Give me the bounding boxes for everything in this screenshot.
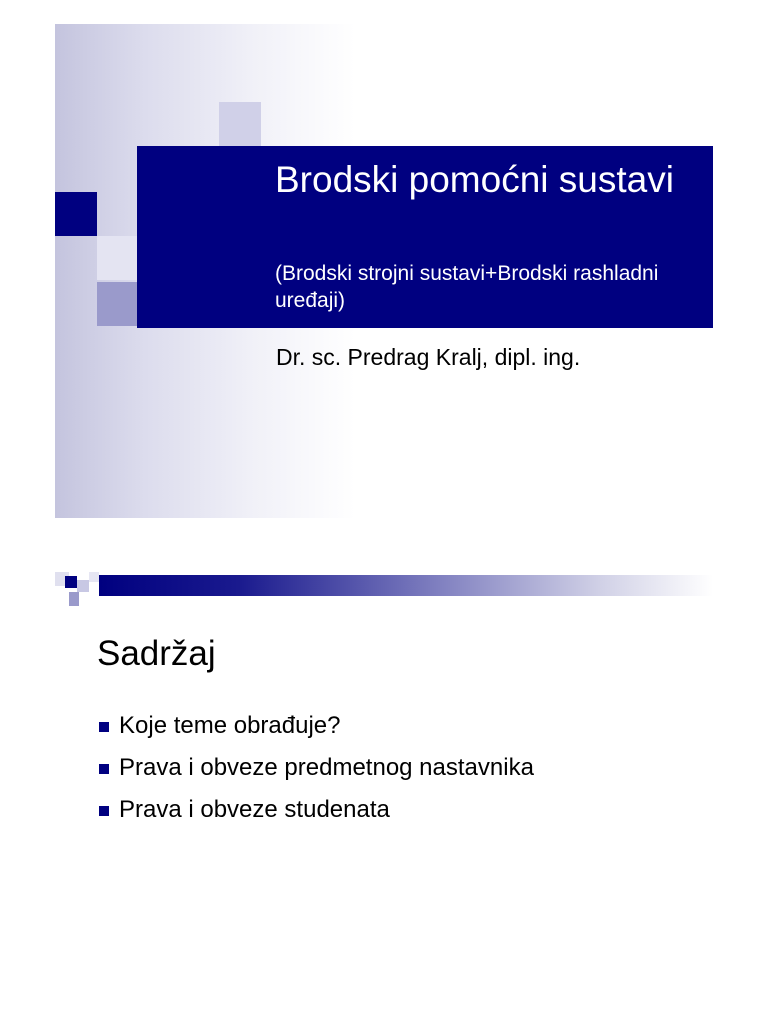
decor-square: [97, 282, 139, 326]
decor-square: [219, 102, 261, 146]
header-gradient-line: [99, 575, 713, 596]
decor-square-dark: [55, 192, 97, 236]
header-square: [65, 576, 77, 588]
square-bullet-icon: [99, 764, 109, 774]
header-square: [69, 592, 79, 606]
title-slide: [55, 24, 713, 518]
slide-header-decoration: [55, 550, 713, 610]
contents-slide: [55, 550, 713, 1024]
bullet-list: [99, 712, 534, 838]
decor-square: [97, 236, 139, 280]
list-item: [99, 754, 534, 796]
list-item: [99, 712, 534, 754]
list-item-text: Koje teme obrađuje?: [119, 712, 341, 739]
slide-title: Sadržaj: [97, 634, 216, 673]
slide-title: Brodski pomoćni sustavi: [275, 159, 674, 200]
author-line: Dr. sc. Predrag Kralj, dipl. ing.: [276, 344, 581, 370]
list-item: [99, 796, 534, 838]
header-square: [89, 572, 99, 582]
square-bullet-icon: [99, 806, 109, 816]
square-bullet-icon: [99, 722, 109, 732]
slide-subtitle: (Brodski strojni sustavi+Brodski rashladni uređaji): [275, 262, 659, 312]
list-item-text: Prava i obveze predmetnog nastavnika: [119, 754, 534, 781]
list-item-text: Prava i obveze studenata: [119, 796, 390, 823]
header-square: [77, 580, 89, 592]
